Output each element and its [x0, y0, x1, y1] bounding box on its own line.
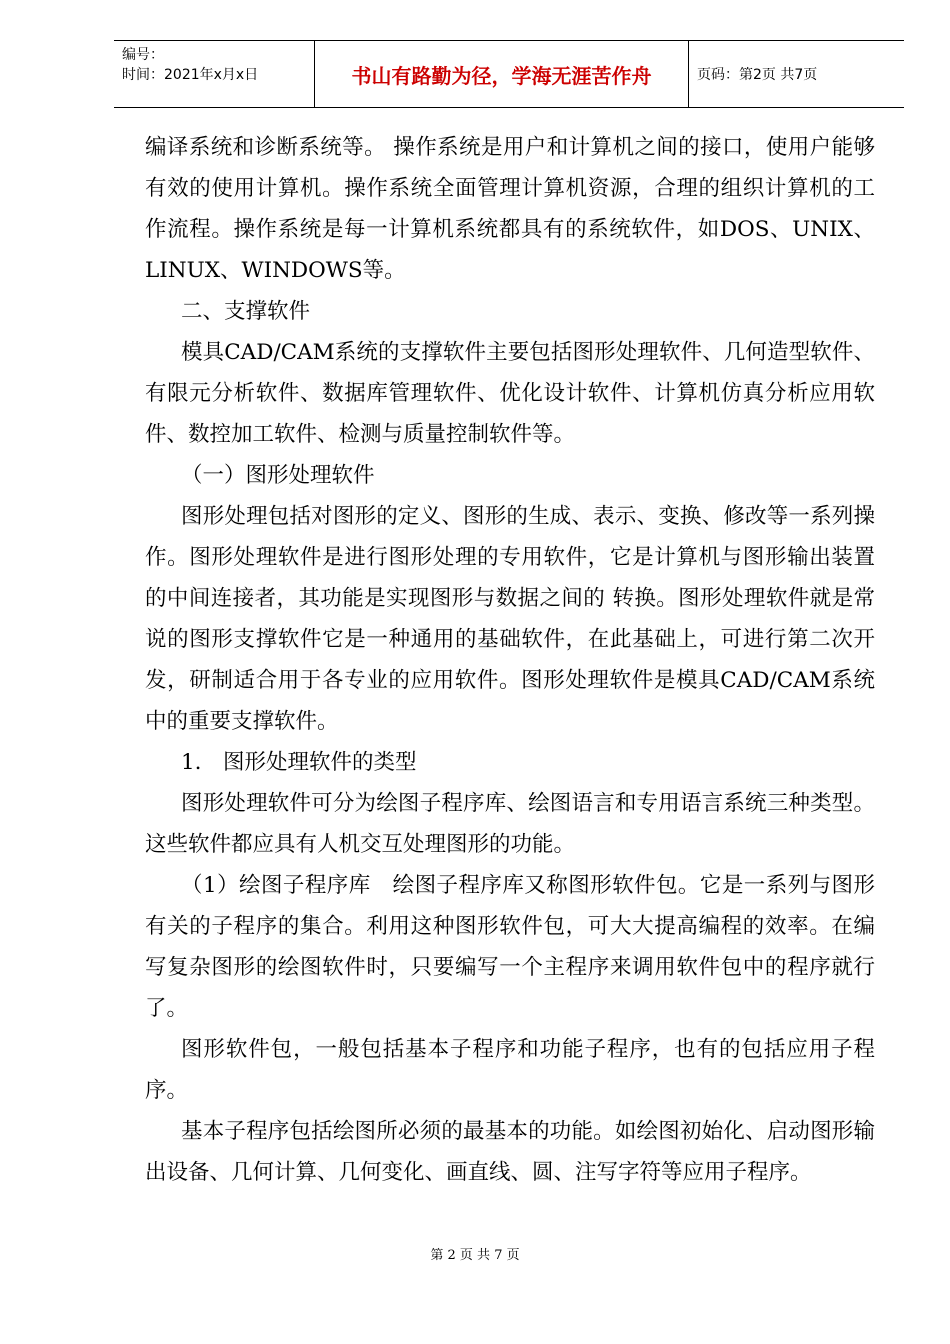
- header-page-info: 页码：第2页 共7页: [697, 67, 818, 83]
- document-time-label: 时间：2021年x月x日: [122, 67, 259, 83]
- paragraph: 基本子程序包括绘图所必须的最基本的功能。如绘图初始化、启动图形输出设备、几何计算、几何变化、画直线、圆、注写字符等应用子程序。: [145, 1119, 875, 1185]
- section-heading: 二、支撑软件: [181, 299, 311, 324]
- paragraph: 图形处理软件可分为绘图子程序库、绘图语言和专用语言系统三种类型。这些软件都应具有人机交互处理图形的功能。: [145, 791, 875, 857]
- document-number-label: 编号：: [122, 47, 164, 63]
- paragraph: （1）绘图子程序库 绘图子程序库又称图形软件包。它是一系列与图形有关的子程序的集合。利用这种图形软件包，可大大提高编程的效率。在编写复杂图形的绘图软件时，只要编写一个主程序来调用软件包中的程序就行了。: [145, 873, 875, 1021]
- header-motto: 书山有路勤为径，学海无涯苦作舟: [315, 41, 689, 107]
- numbered-heading: 1. 图形处理软件的类型: [181, 750, 417, 775]
- page-header: [114, 40, 904, 108]
- page-footer: 第 2 页 共 7 页: [430, 1248, 520, 1263]
- paragraph: 图形软件包，一般包括基本子程序和功能子程序，也有的包括应用子程序。: [145, 1037, 875, 1103]
- document-body: [145, 127, 875, 1193]
- subsection-heading: （一）图形处理软件: [181, 463, 375, 488]
- paragraph: 编译系统和诊断系统等。 操作系统是用户和计算机之间的接口，使用户能够有效的使用计算机。操作系统全面管理计算机资源，合理的组织计算机的工作流程。操作系统是每一计算机系统都具有的系统软件，如DOS、UNIX、LINUX、WINDOWS等。: [145, 135, 875, 283]
- header-meta: [114, 41, 315, 107]
- paragraph: 图形处理包括对图形的定义、图形的生成、表示、变换、修改等一系列操作。图形处理软件是进行图形处理的专用软件，它是计算机与图形输出装置的中间连接者，其功能是实现图形与数据之间的 转换。图形处理软件就是常说的图形支撑软件它是一种通用的基础软件，在此基础上，可进行第二次开发，研制适合用于各专业的应用软件。图形处理软件是模具CAD/CAM系统中的重要支撑软件。: [145, 504, 875, 734]
- paragraph: 模具CAD/CAM系统的支撑软件主要包括图形处理软件、几何造型软件、有限元分析软件、数据库管理软件、优化设计软件、计算机仿真分析应用软件、数控加工软件、检测与质量控制软件等。: [145, 340, 875, 447]
